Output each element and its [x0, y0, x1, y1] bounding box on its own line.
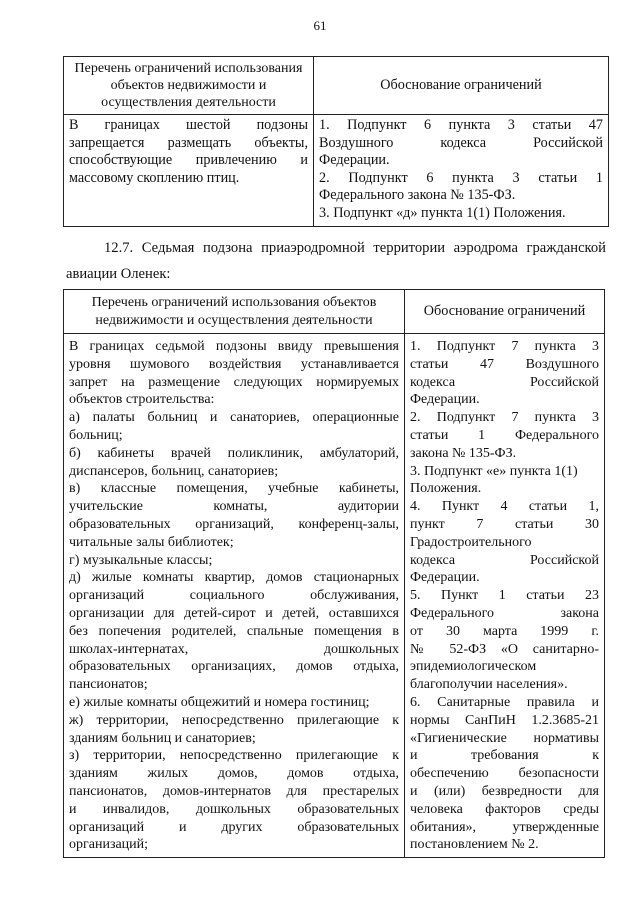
table2-basis-line: 2. Подпункт 7 пункта 3	[410, 410, 599, 426]
table2-basis-line: кодекса Российской	[410, 552, 599, 568]
table2-restriction-line: В границах седьмой подзоны ввиду превышения	[69, 339, 399, 354]
restrictions-table-7	[63, 289, 605, 858]
table1-basis-line: Воздушного кодекса Российской	[319, 134, 603, 151]
table2-restriction-line: диспансеров, больниц, санаториев;	[69, 463, 279, 479]
table2-restriction-line: и инвалидов, дошкольных образовательных	[69, 801, 399, 817]
table2-restriction-line: уровня шумового воздействия устанавливается	[69, 356, 399, 372]
table2-restriction-line: запрет на размещение следующих нормируемых	[69, 374, 399, 390]
table1-header-right: Обоснование ограничений	[314, 57, 609, 115]
table2-restriction-line: объектов строительства:	[69, 392, 215, 408]
table2-restriction-line: читальные залы библиотек;	[69, 534, 234, 550]
table2-basis-line: обитания», утвержденные	[410, 819, 599, 835]
table2-basis-line: и требования к	[410, 748, 599, 764]
table2-header-right: Обоснование ограничений	[405, 290, 605, 334]
table2-restriction-line: в) классные помещения, учебные кабинеты,	[69, 481, 399, 497]
section-heading-line1: 12.7. Седьмая подзона приаэродромной территории аэродрома гражданской	[104, 240, 606, 256]
table1-basis-line: Федерального закона № 135-ФЗ.	[319, 187, 516, 204]
table1-restriction-line: В границах шестой подзоны	[69, 117, 308, 133]
table2-restriction-line: учительские комнаты, аудитории	[69, 499, 399, 515]
table2-restriction-line: организаций социального обслуживания,	[69, 588, 399, 604]
table1-basis-line: 3. Подпункт «д» пункта 1(1) Положения.	[319, 204, 566, 221]
table2-restriction-line: ж) территории, непосредственно прилегающие к	[69, 712, 399, 728]
table2-basis-line: «Гигиенические нормативы	[410, 730, 599, 746]
table1-restriction-line: массовому скоплению птиц.	[69, 169, 240, 186]
table2-restriction-line: г) музыкальные классы;	[69, 552, 213, 568]
table2-basis-line: статьи 47 Воздушного	[410, 356, 599, 372]
table2-restriction-line: пансионатов;	[69, 677, 148, 693]
table2-restriction-line: зданиям больниц и санаториев;	[69, 730, 256, 746]
table2-basis-line: кодекса Российской	[410, 374, 599, 390]
table1-header-left: Перечень ограничений использования объектов недвижимости и осуществления деятельности	[64, 57, 314, 115]
table2-restriction-line: д) жилые комнаты квартир, домов стационарных	[69, 570, 399, 586]
table2-basis-line: закона № 135-ФЗ.	[410, 445, 517, 461]
table2-restriction-line: а) палаты больниц и санаториев, операционные	[69, 410, 399, 426]
table2-basis-cell	[405, 334, 605, 858]
table2-restriction-cell	[64, 334, 405, 858]
table2-restriction-line: пансионатов, домов-интернатов для престарелых	[69, 783, 399, 799]
table2-basis-line: Градостроительного	[410, 534, 532, 550]
table2-basis-line: Федерального закона	[410, 605, 599, 621]
table2-basis-line: эпидемиологическом	[410, 659, 537, 675]
table2-restriction-line: б) кабинеты врачей поликлиник, амбулаторий,	[69, 445, 399, 461]
table2-restriction-line: образовательных организаций, конференц-залы,	[69, 516, 399, 532]
table1-basis-line: Федерации.	[319, 152, 390, 169]
table2-restriction-line: организации для детей-сирот и детей, оставшихся	[69, 605, 399, 621]
table2-basis-line: 1. Подпункт 7 пункта 3	[410, 339, 599, 354]
table2-restriction-line: зданиям жилых домов, домов отдыха,	[69, 766, 399, 782]
table1-restriction-line: способствующие привлечению и	[69, 152, 308, 169]
table2-restriction-line: организаций и других образовательных	[69, 819, 399, 835]
table2-restriction-line: образовательных организациях, домов отдыха,	[69, 659, 399, 675]
table2-basis-line: 3. Подпункт «е» пункта 1(1)	[410, 463, 578, 479]
table2-basis-line: от 30 марта 1999 г.	[410, 623, 599, 639]
table2-basis-line: 4. Пункт 4 статьи 1,	[410, 499, 599, 515]
table2-basis-line: 5. Пункт 1 статьи 23	[410, 588, 599, 604]
table1-restriction-line: запрещается размещать объекты,	[69, 134, 308, 151]
table2-restriction-line: больниц;	[69, 427, 123, 443]
table2-restriction-line: з) территории, непосредственно прилегающие к	[69, 748, 399, 764]
table2-basis-line: обеспечению безопасности	[410, 766, 599, 782]
section-heading	[66, 235, 606, 287]
table2-basis-line: постановлением № 2.	[410, 837, 539, 853]
table2-basis-line: человека факторов среды	[410, 801, 599, 817]
restrictions-table-6	[63, 56, 609, 227]
table2-basis-line: Положения.	[410, 481, 482, 497]
table2-restriction-line: без попечения родителей, спальные помещения в	[69, 623, 399, 639]
table2-basis-line: № 52-ФЗ «О санитарно-	[410, 641, 599, 657]
table2-header-left: Перечень ограничений использования объектов недвижимости и осуществления деятельности	[64, 290, 405, 334]
table2-basis-line: нормы СанПиН 1.2.3685-21	[410, 712, 599, 728]
table1-basis-line: 2. Подпункт 6 пункта 3 статьи 1	[319, 169, 603, 186]
table2-basis-line: Федерации.	[410, 392, 480, 408]
table2-basis-line: пункт 7 статьи 30	[410, 516, 599, 532]
table2-restriction-line: школах-интернатах, дошкольных	[69, 641, 399, 657]
table2-basis-line: благополучии населения».	[410, 677, 568, 693]
table2-basis-line: 6. Санитарные правила и	[410, 694, 599, 710]
table2-restriction-line: организаций;	[69, 837, 149, 853]
table1-basis-line: 1. Подпункт 6 пункта 3 статьи 47	[319, 117, 603, 133]
table1-restriction-cell	[64, 115, 314, 227]
table2-basis-line: Федерации.	[410, 570, 480, 586]
table2-restriction-line: е) жилые комнаты общежитий и номера гостиниц;	[69, 694, 370, 710]
section-heading-line2: авиации Оленек:	[66, 266, 171, 282]
table1-basis-cell	[314, 115, 609, 227]
page-number: 61	[313, 18, 327, 33]
table2-basis-line: статьи 1 Федерального	[410, 427, 599, 443]
table2-basis-line: и (или) безвредности для	[410, 783, 599, 799]
